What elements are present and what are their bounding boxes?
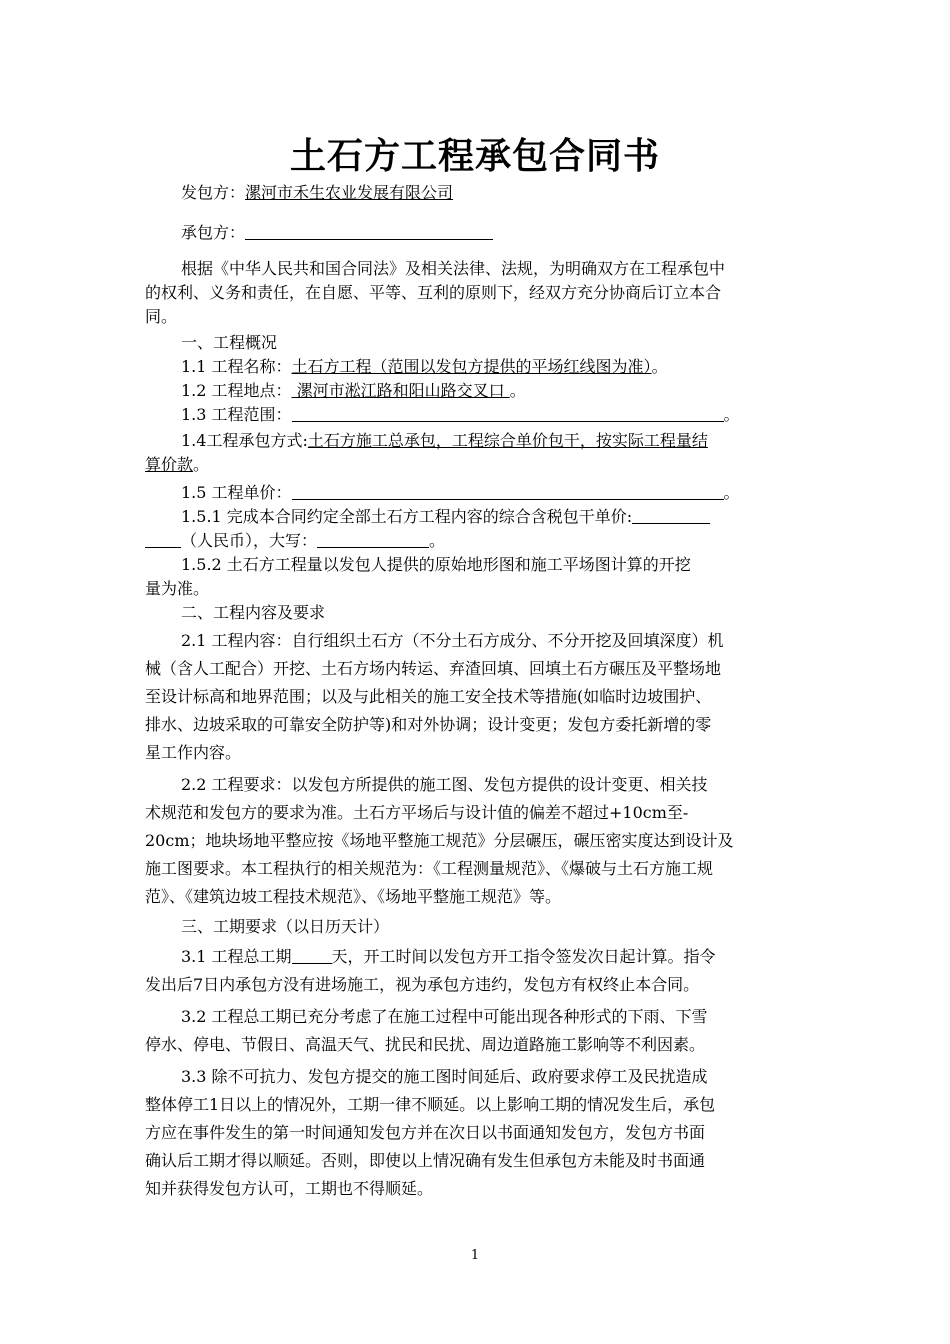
item-2-1-line-5: 星工作内容。 (145, 743, 242, 762)
item-2-1-line-4: 排水、边坡采取的可靠安全防护等)和对外协调；设计变更；发包方委托新增的零 (145, 715, 712, 734)
item-2-1-line-2: 械（含人工配合）开挖、土石方场内转运、弃渣回填、回填土石方碾压及平整场地 (145, 659, 722, 678)
item-1-5-1-cont (145, 529, 809, 553)
project-site-label: 1.2 工程地点： (181, 381, 292, 400)
project-name-end: 。 (651, 357, 668, 376)
party-b-line (145, 221, 845, 245)
item-3-3-line-4: 确认后工期才得以顺延。否则，即使以上情况确有发生但承包方未能及时书面通 (145, 1151, 706, 1170)
price-capital-blank (317, 529, 429, 548)
item-1-3 (145, 403, 845, 427)
item-2-2-line-2: 术规范和发包方的要求为准。土石方平场后与设计值的偏差不超过+10cm至- (145, 803, 689, 822)
item-3-3-line-5: 知并获得发包方认可，工期也不得顺延。 (145, 1179, 434, 1198)
item-1-2 (145, 379, 845, 403)
project-name-value: 土石方工程（范围以发包方提供的平场红线图为准） (291, 357, 652, 376)
item-3-3-line-3: 方应在事件发生的第一时间通知发包方并在次日以书面通知发包方，发包方书面 (145, 1123, 706, 1142)
item-3-1-label: 3.1 工程总工期 (181, 947, 292, 966)
party-b-blank (245, 221, 493, 240)
item-3-3-line-1: 3.3 除不可抗力、发包方提交的施工图时间延后、政府要求停工及民扰造成 (181, 1067, 708, 1086)
item-1-5-2-line-1: 1.5.2 土石方工程量以发包人提供的原始地形图和施工平场图计算的开挖 (181, 555, 691, 574)
contract-mode-value-1: 土石方施工总承包，工程综合单价包干，按实际工程量结 (307, 431, 708, 450)
section-3-heading: 三、工期要求（以日历天计） (181, 917, 390, 936)
project-scope-end: 。 (723, 405, 740, 424)
intro-line-2: 的权利、义务和责任，在自愿、平等、互利的原则下，经双方充分协商后订立本合 (145, 283, 722, 302)
item-2-1-line-3: 至设计标高和地界范围；以及与此相关的施工安全技术等措施(如临时边坡围护、 (145, 687, 712, 706)
item-3-1-line-1 (145, 945, 845, 969)
contract-mode-value-2: 算价款 (145, 455, 194, 474)
party-a-value: 漯河市禾生农业发展有限公司 (245, 183, 454, 202)
contract-mode-end: 。 (193, 455, 210, 474)
item-2-2-line-5: 范》、《建筑边坡工程技术规范》、《场地平整施工规范》等。 (145, 887, 562, 906)
item-1-5 (145, 481, 845, 505)
section-2-heading: 二、工程内容及要求 (181, 603, 326, 622)
project-scope-label: 1.3 工程范围： (181, 405, 292, 424)
unit-price-label: 1.5 工程单价： (181, 483, 292, 502)
intro-line-3: 同。 (145, 307, 178, 326)
item-2-2-line-4: 施工图要求。本工程执行的相关规范为：《工程测量规范》、《爆破与土石方施工规 (145, 859, 714, 878)
item-3-2-line-2: 停水、停电、节假日、高温天气、扰民和民扰、周边道路施工影响等不利因素。 (145, 1035, 706, 1054)
item-1-5-2-line-2: 量为准。 (145, 579, 210, 598)
item-2-1-line-1: 2.1 工程内容：自行组织土石方（不分土石方成分、不分开挖及回填深度）机 (181, 631, 724, 650)
item-2-2-line-3: 20cm；地块场地平整应按《场地平整施工规范》分层碾压，碾压密实度达到设计及 (145, 831, 734, 850)
item-1-5-1-text: 1.5.1 完成本合同约定全部土石方工程内容的综合含税包干单价: (181, 507, 633, 526)
item-3-1-text: 天，开工时间以发包方开工指令签发次日起计算。指令 (331, 947, 716, 966)
item-3-2-line-1: 3.2 工程总工期已充分考虑了在施工过程中可能出现各种形式的下雨、下雪 (181, 1007, 708, 1026)
item-1-5-1 (145, 505, 845, 529)
item-3-1-line-2: 发出后7日内承包方没有进场施工，视为承包方违约，发包方有权终止本合同。 (145, 975, 700, 994)
contract-mode-label: 1.4工程承包方式: (181, 431, 308, 450)
item-2-2-line-1: 2.2 工程要求：以发包方所提供的施工图、发包方提供的设计变更、相关技 (181, 775, 708, 794)
unit-price-end: 。 (723, 483, 740, 502)
project-scope-blank (292, 403, 724, 422)
unit-price-blank (292, 481, 724, 500)
item-1-4 (145, 429, 845, 453)
price-amount-blank (632, 505, 710, 524)
item-1-1 (145, 355, 845, 379)
project-site-value: 漯河市淞江路和阳山路交叉口 (291, 381, 510, 400)
item-1-5-1-end: 。 (429, 531, 446, 550)
page-title: 土石方工程承包合同书 (289, 136, 660, 177)
party-a-line (145, 181, 845, 205)
duration-days-blank (292, 945, 332, 964)
price-amount-blank-cont (145, 529, 181, 548)
party-b-label: 承包方： (181, 223, 246, 242)
section-1-heading: 一、工程概况 (181, 333, 278, 352)
page-number: 1 (470, 1248, 480, 1263)
party-a-label: 发包方： (181, 183, 246, 202)
intro-line-1: 根据《中华人民共和国合同法》及相关法律、法规，为明确双方在工程承包中 (181, 259, 726, 278)
project-site-end: 。 (509, 381, 526, 400)
project-name-label: 1.1 工程名称： (181, 357, 292, 376)
item-1-5-1-rmb: （人民币），大写： (181, 531, 318, 550)
item-3-3-line-2: 整体停工1日以上的情况外，工期一律不顺延。以上影响工期的情况发生后，承包 (145, 1095, 716, 1114)
item-1-4-cont (145, 453, 809, 477)
